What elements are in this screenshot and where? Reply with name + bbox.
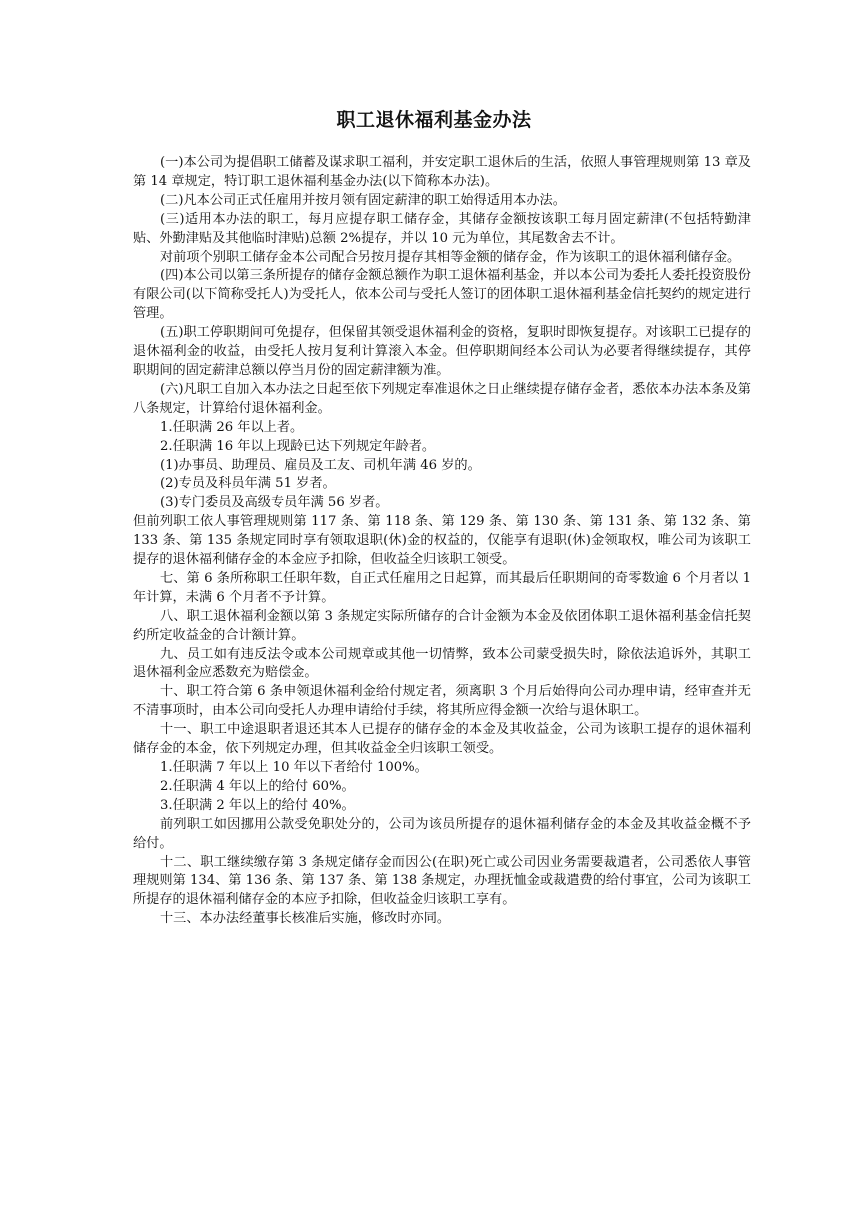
document-paragraph: 十二、职工继续缴存第 3 条规定储存金而因公(在职)死亡或公司因业务需要裁遣者，公司悉依人事管理规则第 134、第 136 条、第 137 条、第 138 条规定，办理抚恤金或裁遣费的给付事宜，公司为该职工所提存的退休福利储存金的本应予扣除，但收益金归该职工享有。 [133, 854, 751, 908]
document-paragraph: (三)适用本办法的职工，每月应提存职工储存金，其储存金额按该职工每月固定薪津(不包括特勤津贴、外勤津贴及其他临时津贴)总额 2%提存，并以 10 元为单位，其尾数舍去不计。 [133, 211, 751, 246]
document-paragraph: (六)凡职工自加入本办法之日起至依下列规定奉准退休之日止继续提存储存金者，悉依本办法本条及第八条规定，计算给付退休福利金。 [133, 381, 751, 416]
document-paragraph: 1.任职满 26 年以上者。 [160, 419, 304, 435]
document-paragraph: 但前列职工依人事管理规则第 117 条、第 118 条、第 129 条、第 130 条、第 131 条、第 132 条、第 133 条、第 135 条规定同时享有领取退职(休)金的权益的，仅能享有退职(休)金领取权，唯公司为该职工提存的退休福利储存金的本金应予扣除，但收益全归该职工领受。 [133, 514, 751, 568]
document-paragraph: (3)专门委员及高级专员年满 56 岁者。 [160, 495, 389, 511]
document-paragraph: 3.任职满 2 年以上的给付 40%。 [160, 797, 355, 813]
document-paragraph: 前列职工如因挪用公款受免职处分的，公司为该员所提存的退休福利储存金的本金及其收益金概不予给付。 [133, 816, 751, 851]
document-paragraph: (一)本公司为提倡职工储蓄及谋求职工福利，并安定职工退休后的生活，依照人事管理规则第 13 章及第 14 章规定，特订职工退休福利基金办法(以下简称本办法)。 [133, 155, 751, 189]
document-paragraph: 七、第 6 条所称职工任职年数，自正式任雇用之日起算，而其最后任职期间的奇零数逾 6 个月者以 1 年计算，未满 6 个月者不予计算。 [133, 570, 751, 605]
document-paragraph: 2.任职满 4 年以上的给付 60%。 [160, 778, 355, 794]
document-paragraph: (五)职工停职期间可免提存，但保留其领受退休福利金的资格，复职时即恢复提存。对该职工已提存的退休福利金的收益，由受托人按月复利计算滚入本金。但停职期间经本公司认为必要者得继续提存，其停职期间的固定薪津总额以停当月份的固定薪津额为准。 [133, 325, 751, 378]
document-paragraph: 2.任职满 16 年以上现龄已达下列规定年龄者。 [160, 438, 436, 454]
document-paragraph: (1)办事员、助理员、雇员及工友、司机年满 46 岁的。 [160, 457, 481, 473]
document-paragraph: 八、职工退休福利金额以第 3 条规定实际所储存的合计金额为本金及依团体职工退休福利基金信托契约所定收益金的合计额计算。 [133, 608, 751, 643]
document-paragraph: (四)本公司以第三条所提存的储存金额总额作为职工退休福利基金，并以本公司为委托人委托投资股份有限公司(以下简称受托人)为受托人，依本公司与受托人签订的团体职工退休福利基金信托契约的规定进行管理。 [133, 268, 751, 322]
document-paragraph: 十一、职工中途退职者退还其本人已提存的储存金的本金及其收益金，公司为该职工提存的退休福利储存金的本金，依下列规定办理，但其收益金全归该职工领受。 [133, 722, 751, 757]
document-paragraph: 对前项个别职工储存金本公司配合另按月提存其相等金额的储存金，作为该职工的退休福利储存金。 [160, 249, 741, 265]
document-paragraph: 十三、本办法经董事长核准后实施，修改时亦同。 [160, 911, 451, 927]
document-title: 职工退休福利基金办法 [336, 109, 532, 131]
document-paragraph: (二)凡本公司正式任雇用并按月领有固定薪津的职工始得适用本办法。 [160, 192, 566, 208]
document-paragraph: 九、员工如有违反法令或本公司规章或其他一切情弊，致本公司蒙受损失时，除依法追诉外，其职工退休福利金应悉数充为赔偿金。 [133, 646, 751, 681]
document-paragraph: 1.任职满 7 年以上 10 年以下者给付 100%。 [160, 760, 428, 775]
document-body [133, 154, 751, 929]
document-paragraph: (2)专员及科员年满 51 岁者。 [160, 476, 336, 492]
document-paragraph: 十、职工符合第 6 条申领退休福利金给付规定者，须离职 3 个月后始得向公司办理申请，经审查并无不清事项时，由本公司向受托人办理申请给付手续，将其所应得金额一次给与退休职工。 [133, 684, 751, 719]
